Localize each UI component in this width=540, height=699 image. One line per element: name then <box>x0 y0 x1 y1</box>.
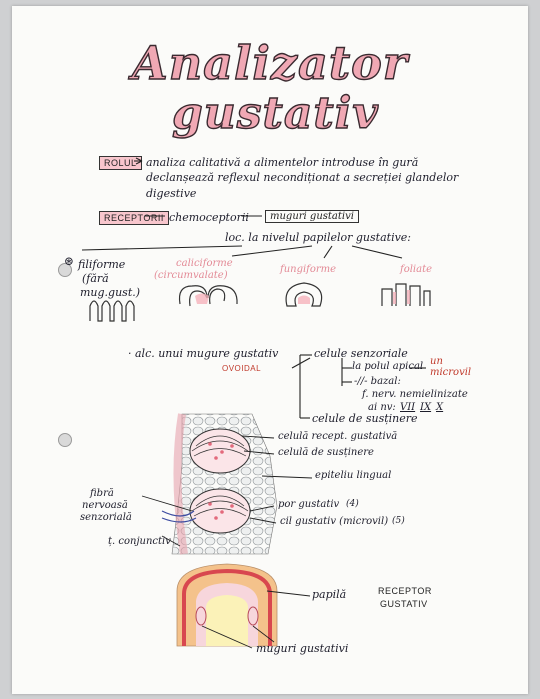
structura-intro: · alc. unui mugure gustativ <box>128 347 279 360</box>
fibra-label-3: senzorială <box>80 512 132 523</box>
caliciforme-label: caliciforme <box>176 258 233 269</box>
nerv-text: f. nerv. nemielinizate <box>362 389 468 400</box>
fibra-label-1: fibră <box>90 488 114 499</box>
title-line-2: gustativ <box>172 88 379 139</box>
filiforme-fara: (fără <box>82 272 109 285</box>
rolul-text-1: analiza calitativă a alimentelor introduse în gură <box>146 156 419 169</box>
polul-apical: la polul apical <box>352 361 424 372</box>
nv-x: X <box>436 402 444 413</box>
title-line-1: Analizator <box>132 36 408 90</box>
epiteliu-label: epiteliu lingual <box>315 470 392 481</box>
notebook-page <box>12 6 528 694</box>
microvili-label: un microvil <box>430 356 472 378</box>
cil-gustativ-label: cil gustativ (microvil) <box>280 516 389 527</box>
conjunctiv-label: ț. conjunctiv <box>108 536 171 547</box>
chemoceptorii-text: chemoceptorii <box>169 211 249 224</box>
nv-vii: VII <box>400 402 416 413</box>
receptor-label-1: RECEPTOR <box>378 586 432 596</box>
foliate-label: foliate <box>400 264 433 275</box>
nv-text: ai nv: <box>368 402 396 413</box>
filiforme-label: filiforme <box>78 258 126 271</box>
muguri-gustativi-label: muguri gustativi <box>256 642 349 655</box>
bazal-text: -//- bazal: <box>354 376 401 387</box>
celule-sustinere: celule de susținere <box>312 412 418 425</box>
rolul-text-2: declanșează reflexul necondiționat a secreției glandelor <box>146 171 459 184</box>
celula-sustinere-label: celulă de susținere <box>278 447 374 458</box>
nv-ix: IX <box>420 402 432 413</box>
ovoidal-label: OVOIDAL <box>222 364 262 373</box>
rolul-text-3: digestive <box>146 187 197 200</box>
fibra-label-2: nervoasă <box>82 500 128 511</box>
celula-receptoare-label: celulă recept. gustativă <box>278 431 398 442</box>
por-gustativ-label: por gustativ <box>278 499 340 510</box>
por-gustativ-number: (4) <box>346 499 359 509</box>
muguri-box: muguri gustativi <box>265 210 359 223</box>
rolul-label: ROLUL <box>99 156 142 170</box>
filiforme-mug: mug.gust.) <box>80 286 141 299</box>
receptorii-label: RECEPTORII <box>99 211 169 225</box>
papila-label: papilă <box>312 588 347 601</box>
asterisk-mark: ⊛ <box>64 254 75 268</box>
celule-senzoriale: celule senzoriale <box>314 347 408 360</box>
cil-gustativ-number: (5) <box>392 516 405 526</box>
circumvalate-label: (circumvalate) <box>154 270 228 281</box>
fungiforme-label: fungiforme <box>280 264 337 275</box>
papila-diagram <box>12 6 528 694</box>
loc-text: loc. la nivelul papilelor gustative: <box>225 231 412 244</box>
receptor-label-2: GUSTATIV <box>380 599 428 609</box>
